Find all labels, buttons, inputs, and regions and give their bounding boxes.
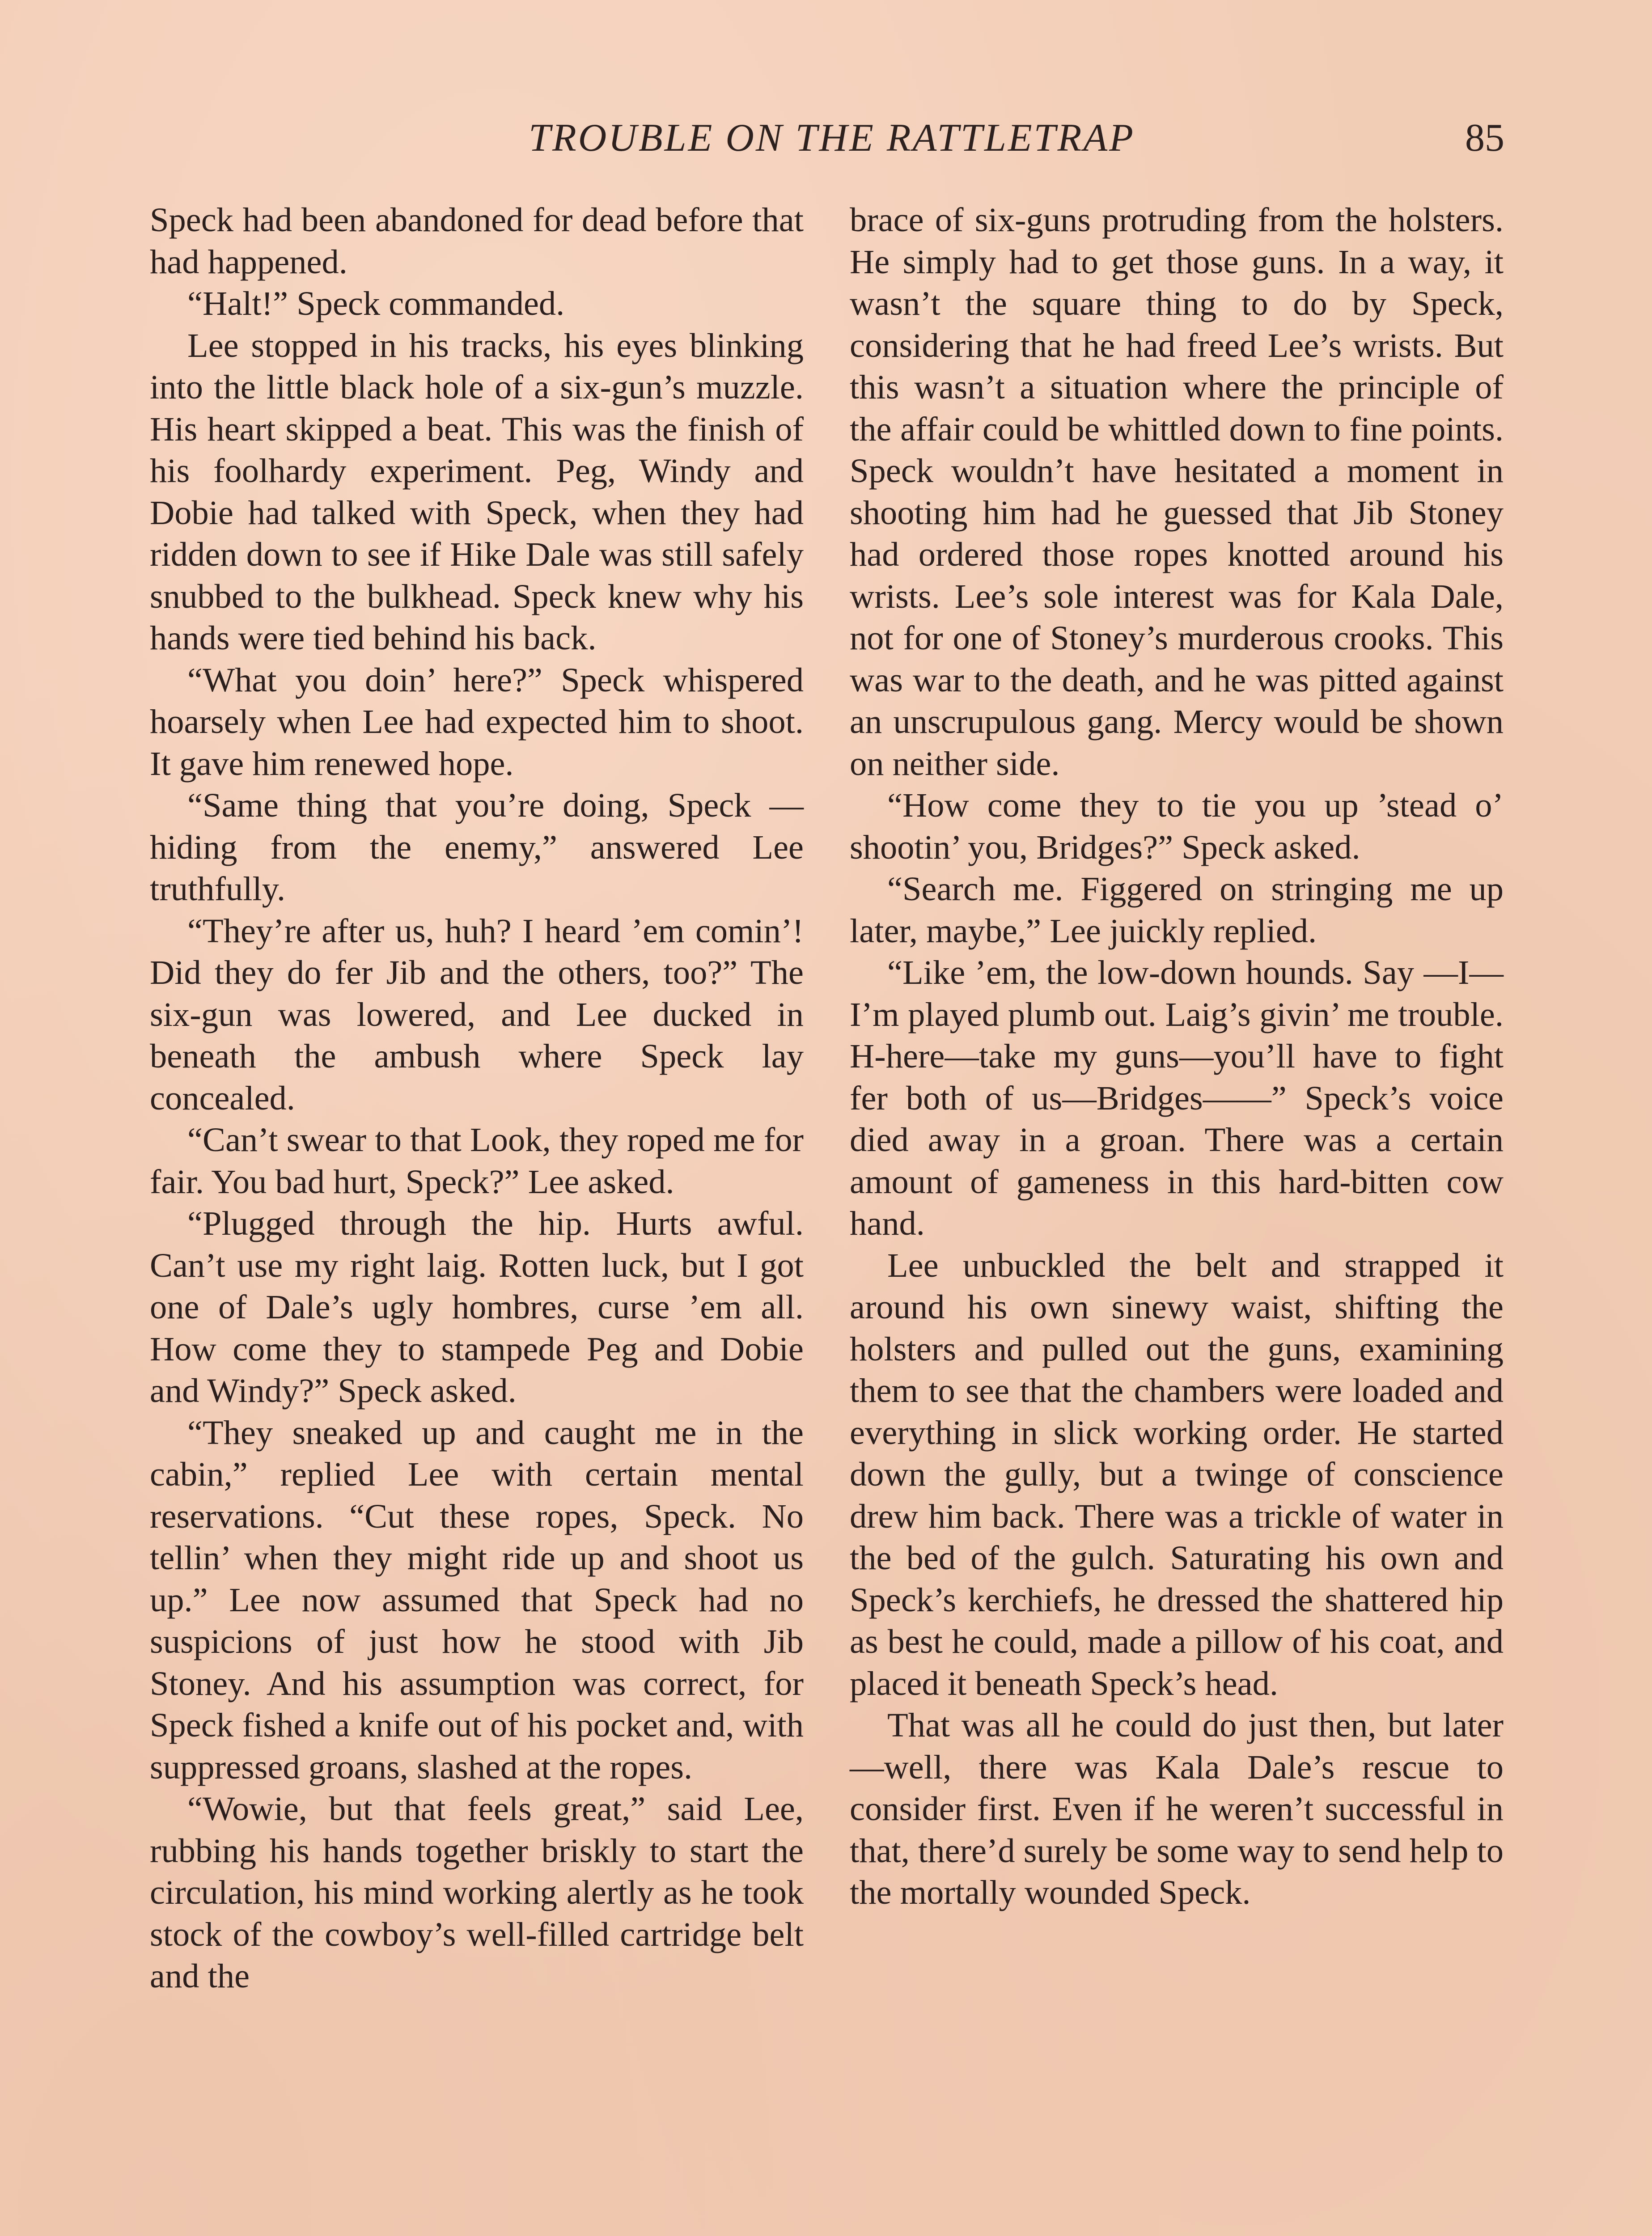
paragraph: “Can’t swear to that Look, they roped me for fair. You bad hurt, Speck?” Lee asked. — [150, 1121, 804, 1201]
left-text-column — [150, 199, 804, 1997]
paragraph: Speck had been abandoned for dead before that had happened. — [150, 201, 804, 281]
paragraph: “Halt!” Speck commanded. — [187, 284, 565, 322]
paragraph: “Search me. Figgered on stringing me up later, maybe,” Lee juickly replied. — [850, 870, 1504, 950]
paragraph: “How come they to tie you up ’stead o’ shootin’ you, Bridges?” Speck asked. — [850, 786, 1504, 866]
paragraph: “They’re after us, huh? I heard ’em comin’! Did they do fer Jib and the others, too?” The six-gun was lowered, and Lee ducked in beneath the ambush where Speck lay concealed. — [150, 911, 804, 1117]
paragraph: That was all he could do just then, but later—well, there was Kala Dale’s rescue to consider first. Even if he weren’t successful in that, there’d surely be some way to send help to the mortally wounded Speck. — [850, 1706, 1504, 1911]
paragraph: “What you doin’ here?” Speck whispered hoarsely when Lee had expected him to shoot. It gave him renewed hope. — [150, 661, 804, 783]
paragraph: “Like ’em, the low-down hounds. Say —I—I’m played plumb out. Laig’s givin’ me trouble. H-here—take my guns—you’ll have to fight fer both of us—Bridges——” Speck’s voice died away in a groan. There was a certain amount of gameness in this hard-bitten cow hand. — [850, 953, 1504, 1242]
running-head-title: TROUBLE ON THE RATTLETRAP — [529, 116, 1135, 160]
paragraph: brace of six-guns protruding from the holsters. He simply had to get those guns. In a way, it wasn’t the square thing to do by Speck, considering that he had freed Lee’s wrists. But this wasn’t a situation where the principle of the affair could be whittled down to fine points. Speck wouldn’t have hesitated a moment in shooting him had he guessed that Jib Stoney had ordered those ropes knotted around his wrists. Lee’s sole interest was for Kala Dale, not for one of Stoney’s murderous crooks. This was war to the death, and he was pitted against an unscrupulous gang. Mercy would be shown on neither side. — [850, 201, 1504, 783]
paragraph: “Wowie, but that feels great,” said Lee, rubbing his hands together briskly to start the circulation, his mind working alertly as he took stock of the cowboy’s well-filled cartridge belt and the — [150, 1790, 804, 1995]
paragraph: “They sneaked up and caught me in the cabin,” replied Lee with certain mental reservations. “Cut these ropes, Speck. No tellin’ when they might ride up and shoot us up.” Lee now assumed that Speck had no suspicions of just how he stood with Jib Stoney. And his assumption was correct, for Speck fished a knife out of his pocket and, with suppressed groans, slashed at the ropes. — [150, 1413, 804, 1786]
page-number: 85 — [1465, 116, 1504, 160]
paragraph: “Plugged through the hip. Hurts awful. Can’t use my right laig. Rotten luck, but I got one of Dale’s ugly hombres, curse ’em all. How come they to stampede Peg and Dobie and Windy?” Speck asked. — [150, 1204, 804, 1410]
paragraph: Lee unbuckled the belt and strapped it around his own sinewy waist, shifting the holsters and pulled out the guns, examining them to see that the chambers were loaded and everything in slick working order. He started down the gully, but a twinge of conscience drew him back. There was a trickle of water in the bed of the gulch. Saturating his own and Speck’s kerchiefs, he dressed the shattered hip as best he could, made a pillow of his coat, and placed it beneath Speck’s head. — [850, 1246, 1504, 1702]
paragraph: Lee stopped in his tracks, his eyes blinking into the little black hole of a six-gun’s muzzle. His heart skipped a beat. This was the finish of his foolhardy experiment. Peg, Windy and Dobie had talked with Speck, when they had ridden down to see if Hike Dale was still safely snubbed to the bulkhead. Speck knew why his hands were tied behind his back. — [150, 326, 804, 657]
paragraph: “Same thing that you’re doing, Speck —hiding from the enemy,” answered Lee truthfully. — [150, 786, 804, 908]
right-text-column — [850, 199, 1504, 1914]
